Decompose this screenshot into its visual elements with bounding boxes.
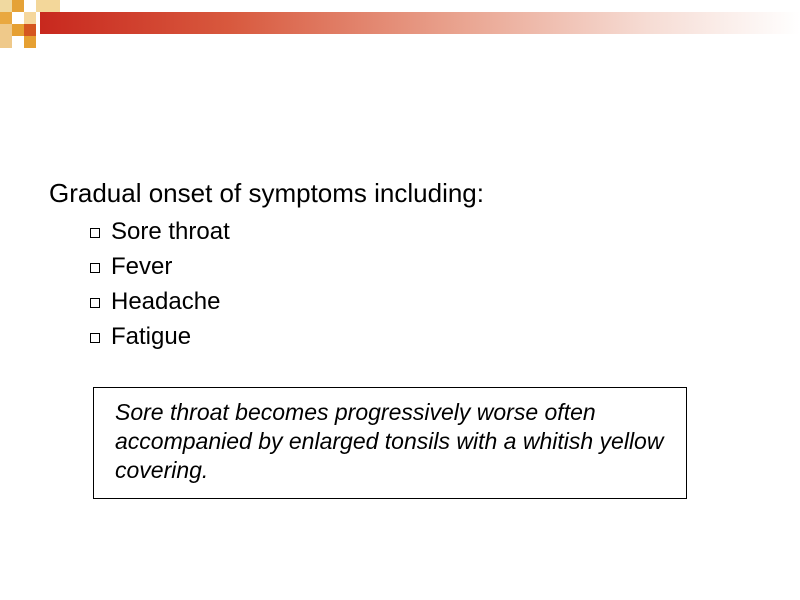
symptom-list (90, 214, 230, 354)
decor-square (24, 24, 36, 36)
symptom-label: Fever (111, 252, 173, 280)
note-box (93, 387, 687, 499)
hollow-square-icon (90, 333, 100, 343)
decor-square (24, 36, 36, 48)
hollow-square-icon (90, 228, 100, 238)
decor-square (0, 12, 12, 24)
list-item (90, 249, 230, 284)
symptom-label: Headache (111, 287, 221, 315)
decor-square (24, 12, 36, 24)
list-item (90, 284, 230, 319)
decor-square (0, 0, 12, 12)
main-bullet: Gradual onset of symptoms including: (49, 178, 484, 208)
symptom-label: Sore throat (111, 217, 230, 245)
header-gradient-bar (40, 12, 800, 34)
symptom-label: Fatigue (111, 322, 192, 350)
list-item (90, 214, 230, 249)
note-text: Sore throat becomes progressively worse often accompanied by enlarged tonsils with a whitish yellow covering. (115, 399, 664, 483)
decor-square (12, 0, 24, 12)
list-item (90, 319, 230, 354)
decor-square (12, 24, 24, 36)
hollow-square-icon (90, 263, 100, 273)
decor-square (36, 0, 60, 12)
decor-square (0, 24, 12, 48)
hollow-square-icon (90, 298, 100, 308)
